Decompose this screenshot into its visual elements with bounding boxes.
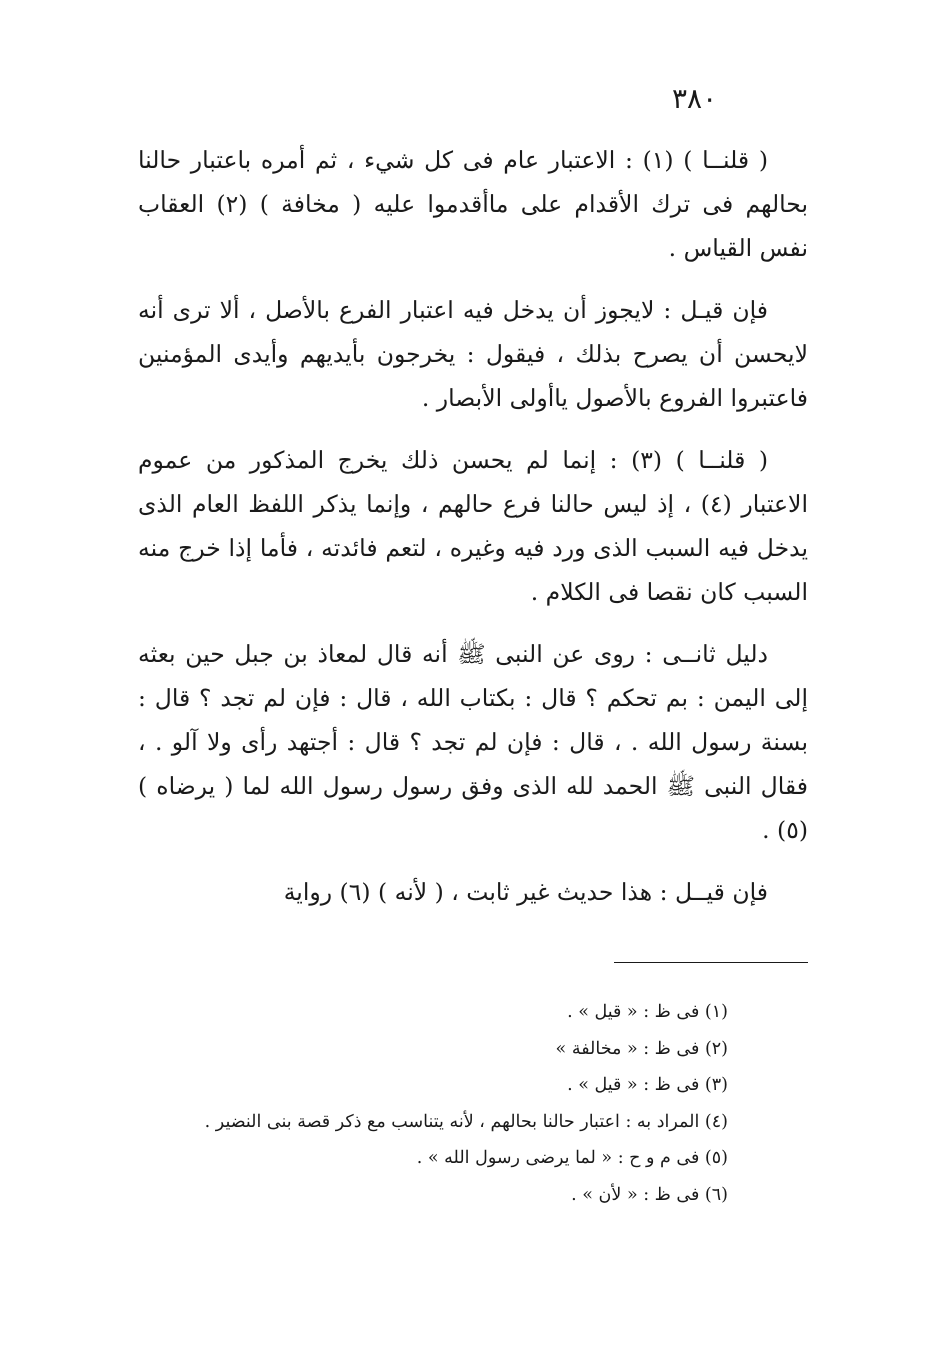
paragraph-4: دليل ثانــى : روى عن النبى ﷺ أنه قال لمعاذ بن جبل حين بعثه إلى اليمن : بم تحكم ؟ قال : بكتاب الله ، قال : فإن لم تجد ؟ قال : بسنة رسول الله . ، قال : فإن لم تجد ؟ قال : أجتهد رأى ولا آلو . ، فقال النبى ﷺ الحمد لله الذى وفق رسول رسول الله لما ( يرضاه ) (٥) . [138,640,808,844]
paragraph-1: ( قلنــا ) (١) : الاعتبار عام فى كل شيء ، ثم أمره باعتبار حالنا بحالهم فى ترك الأقدام على ماأقدموا عليه ( مخافة ) (٢) العقاب نفس القياس . [138,146,808,262]
footnote-separator [614,962,808,963]
footnote-4: (٤) المراد به : اعتبار حالنا بحالهم ، لأنه يتناسب مع ذكر قصة بنى النضير . [204,1111,728,1132]
paragraph-3: ( قلنــا ) (٣) : إنما لم يحسن ذلك يخرج المذكور من عموم الاعتبار (٤) ، إذ ليس حالنا فرع حالهم ، وإنما يذكر اللفظ العام الذى يدخل فيه السبب الذى ورد فيه وغيره ، لتعم فائدته ، فأما إذا خرج منه السبب كان نقصا فى الكلام . [138,446,808,606]
footnote-3: (٣) فى ظ : « قيل » . [567,1075,728,1095]
page-number: ٣٨٠ [672,82,718,115]
main-text [138,138,808,932]
footnote-6: (٦) فى ظ : « لأن » . [571,1184,728,1205]
footnote-5: (٥) فى م و ح : « لما يرضى رسول الله » . [416,1148,728,1168]
footnotes [128,994,728,1213]
paragraph-2: فإن قيـل : لايجوز أن يدخل فيه اعتبار الفرع بالأصل ، ألا ترى أنه لايحسن أن يصرح بذلك ، فيقول : يخرجون بأيديهم وأيدى المؤمنين فاعتبروا الفروع بالأصول ياأولى الأبصار . [138,296,808,412]
footnote-1: (١) فى ظ : « قيل » . [567,1002,728,1022]
footnote-2: (٢) فى ظ : « مخالفة » [555,1038,728,1059]
paragraph-5: فإن قيــل : هذا حديث غير ثابت ، ( لأنه ) (٦) رواية [283,878,768,906]
